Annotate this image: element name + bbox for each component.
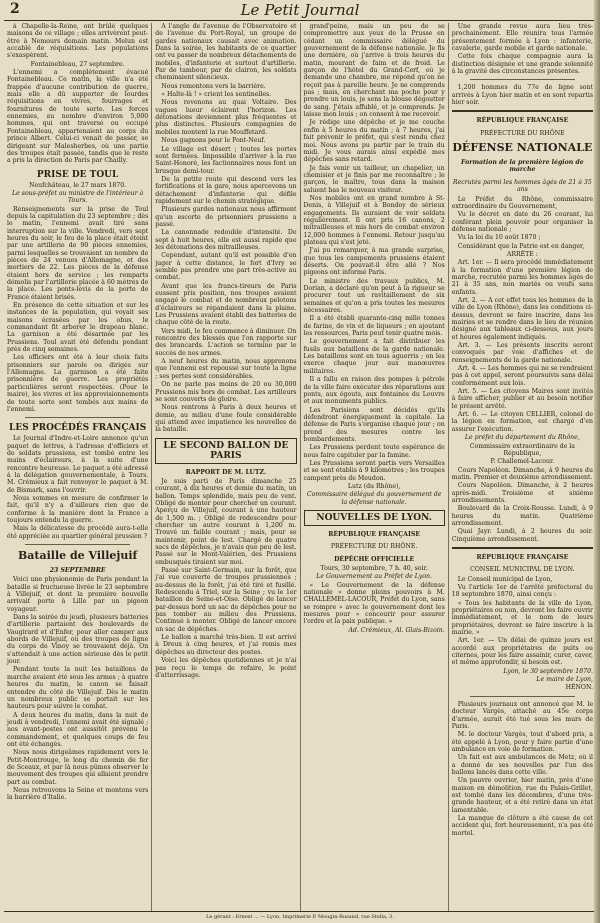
divider xyxy=(470,79,575,80)
paragraph: En présence de cette situation et sur les instances de la population, qui voyait ses maisons écrasées par les obus, le commandant fit arborer le drapeau blanc. La garnison a été désarmée par les Prussiens. Toul avait été défendu pendant près de cinq semaines. xyxy=(7,302,149,354)
paragraph: Art. 5. — Les citoyens Maires sont invités à faire afficher, publier et au besoin notifier le présent arrêté. xyxy=(451,388,593,410)
paragraph: Art. 1er. — Un délai de quinze jours est accordé aux propriétaires de puits ou citernes, pour les faire assainir, curer, caver, et même approfondir, si besoin est. xyxy=(451,637,593,667)
paragraph: Voici une physionomie de Paris pendant la bataille si fructueuse livrée le 23 septembre à Villejuif, et dont la première nouvelle arrivait porte à Lille par un pigeon voyageur. xyxy=(7,576,149,613)
paragraph: Le Conseil municipal de Lyon, xyxy=(457,575,553,583)
paragraph: Une grande revue aura lieu très-prochainement. Elle réunira tous l'armée présentement formée à Lyon : infanterie, cavalerie, garde mobile et garde nationale. xyxy=(451,23,593,53)
arrete-label: ARRÊTE : xyxy=(506,250,538,258)
dateline: Neufchâteau, le 27 mars 1870. xyxy=(29,181,127,189)
paragraph: Cependant, autant qu'il est possible d'en juger à cette distance, le fort d'Ivry se semble pas prendre une part très-active au combat. xyxy=(155,252,297,282)
signature-title: Le maire de Lyon, xyxy=(536,676,593,684)
divider xyxy=(25,544,130,545)
dateline: Lyon, le 30 septembre 1870. xyxy=(503,667,593,675)
subheadline: CONSEIL MUNICIPAL DE LYON. xyxy=(470,566,575,574)
paragraph: Vers midi, le feu commence à diminuer. On rencontre des blessés que l'on rapporte sur des brancards. L'action se termine par le succès de nos armes. xyxy=(155,327,297,357)
paragraph: Art. 2. — A cet effet tous les hommes de la ville de Lyon (Rhône), dans les conditions ci-dessus, devront se faire inscrire, dans les mairies et se rendre dans le lieu de réunion désigné aux tableaux ci-dessous, aux jours et heures également indiqués. xyxy=(451,296,593,341)
paragraph: Cette fois chaque compagnie aura la distinction désignée et une grande solennité à la gravité des circonstances présentes. xyxy=(451,53,593,76)
paragraph: Voici les dépêches quotidiennes et je n'ai pas reçu le temps de refaire, le point d'atterrissage. xyxy=(155,657,297,679)
byline: Le Gouvernement au Préfet de Lyon. xyxy=(316,573,432,581)
paragraph: De la petite route qui descend vers les fortifications et la gare, nous apercevons un détachement d'infanterie qui défile rapidement sur le chemin stratégique. xyxy=(155,175,297,205)
paragraph: Je suis parti de Paris dimanche 25 courant, à dix heures et demie du matin, un ballon. Temps splendide, mais peu de vent. Obligé de monter pour chercher un courant. Aperçu de Villejuif, courant à une hauteur de 1,500 m. ; Obligé de redescendre pour chercher un autre courant à 1,200 m. Trouvé un faible courant ; mais, pour se maintenir, point de lest. Chargé de quatre sacs de dépêches, je n'avais que peu de lest. Passé sur le Mont-Valérien, des Prussiens embusqués tiraient sur moi. xyxy=(155,477,297,566)
paragraph: A l'angle de l'avenue de l'Observatoire et de l'avenue du Port-Royal, un groupe de gardes nationaux causait avec animation. Dans la soirée, les habitants de ce quartier ont vu passer de nombreux détachements de mobiles, d'infanterie et surtout d'artillerie. Par de tambour, par de clairon, les soldats cheminaient silencieux. xyxy=(155,23,297,82)
subheadline: PRÉFECTURE DU RHÔNE xyxy=(480,129,565,137)
paragraph: Les Parisiens sont décidés qu'ils défendront énergiquement la capitale. La défense de Paris s'organise chaque jour ; on prend des mesures contre les bombardements. xyxy=(303,406,445,443)
signature-title: Commissaire extraordinaire de la République, xyxy=(469,442,575,457)
paragraph: Dans la soirée du jeudi, plusieurs batteries d'artillerie partaient des boulevards de Vaugirard et d'Enfer, pour aller camper aux abords de Villejuif, où des troupes de ligne du corps de Vinoy se trouvaient déjà. On s'attendait à une action sérieuse dès le petit jour. xyxy=(7,614,149,666)
paragraph: Le ministre des travaux publics, M. Dorian, a déclaré qu'on peut à la rigueur se procurer tout un ravitaillement de six semaines et qu'on a pris toutes les mesures nécessaires. xyxy=(303,277,445,315)
paragraph: Pendant toute la nuit les bataillons de marche avaient été sous les armes ; à quatre heures du matin, le canon se faisait entendre du côté de Villejuif. Dès le matin un nombreux public se portait sur les hauteurs pour suivre le combat. xyxy=(7,666,149,711)
masthead xyxy=(4,0,596,21)
paragraph: 1,200 hommes du 77e de ligne sont arrivés à Lyon hier matin et en sont repartis hier soir. xyxy=(451,84,593,107)
subheadline: RÉPUBLIQUE FRANÇAISE xyxy=(328,531,421,538)
paragraph: Nous rentrons à Paris à deux heures et demie, au milieu d'une foule considérable qui attend avec impatience les nouvelles de la bataille. xyxy=(155,404,297,434)
paragraph: Nous revenons au quai Voltaire. Des vagues lueur éclairent l'horizon. Les détonations deviennent plus fréquentes et plus distinctes. Plusieurs compagnies de mobiles montent la rue Mouffetard. xyxy=(155,99,297,136)
byline: Le sous-préfet au ministre de l'intérieur à Tours. xyxy=(12,189,144,205)
paragraph: L'ennemi a complètement évacué Fontainebleau. Ce matin, la ville n'a été frappée d'aucune contribution de guerre, mais elle a dû supporter de lourdes réquisitions en vivres, fourrages et fournitures de toute sorte. Les forces ennemies, au nombre d'environ 5,000 hommes, qui ont traversé ou occupé Fontainebleau, appartenaient au corps du prince Albert. Celui-ci venait de passer, se dirigeant sur Malesherbes, où une partie des troupes était passée, tandis que le reste a pris la direction de Paris par Chailly. xyxy=(7,69,149,165)
paragraph: On ne parle pas moins de 20 ou 30,000 Prussiens mis hors de combat. Les artilleurs se sont couverts de gloire. xyxy=(155,381,297,403)
paragraph: Un pauvre ouvrier, hier matin, près d'une maison en démolition, rue du Palais-Grillet, est tombé dans les décombres, d'une très-grande hauteur, et a été retiré dans un état lamentable. xyxy=(451,777,593,814)
paragraph: Les officiers ont été à leur choix faits prisonniers sur parole ou dirigés sur l'Allemagne. La garnison a été faite prisonnière de guerre. Les propriétés particulières seront respectées. (Pour le maire), les vivres et les approvisionnements de toute sorte sont tombés aux mains de l'ennemi. xyxy=(7,354,149,413)
headline-prise-de-toul: PRISE DE TOUL xyxy=(36,169,119,180)
paragraph: Le Préfet du Rhône, commissaire extraordinaire du Gouvernement, xyxy=(451,195,593,210)
paragraph: Le Journal d'Indre-et-Loire annonce qu'un paquet de lettres, à l'adresse d'officiers et de soldats prussiens, est tombé entre les mains d'éclaireurs, à la suite d'une rencontre heureuse. Le paquet a été adressé à la délégation gouvernementale, à Tours. M. Crémieux a fait renvoyer le paquet à M. de Bismark, sans l'ouvrir. xyxy=(7,435,149,494)
paragraph: A deux heures du matin, dans la nuit de jeudi à vendredi, l'ennemi avait été signalé ; nos avant-postes ont aussitôt prévenu le commandement, et quelques coups de feu ont été échangés. xyxy=(7,711,149,748)
headline-villejuif: Bataille de Villejuif xyxy=(17,549,138,562)
signature: Lutz (du Rhône), xyxy=(347,482,401,490)
column-4 xyxy=(448,23,596,911)
paragraph: « Le Gouvernement de la défense nationale » donne pleins pouvoirs à M. CHALLEMEL-LACOUR, Préfet du Lyon, sans se rompre » avec le gouvernement dont les mesures pour » concourir pour assurer l'ordre et la paix publique. » xyxy=(303,581,445,626)
subheadline: Formation de la première légion de marche xyxy=(461,159,584,174)
paragraph: La canonnade redouble d'intensité. De sept à huit heures, elle est aussi rapide que les détonations des mitrailleuses. xyxy=(155,229,297,251)
paragraph: M. le docteur Vargès, tout d'abord pris, a été appelé à Lyon, pour y faire partie d'une ambulance en voie de formation. xyxy=(451,731,593,753)
signature-title: Le préfet du département du Rhône, xyxy=(464,434,580,442)
paragraph: Un fait est aux ambulances de Metz, où il a donné de ses nouvelles par l'un des ballons lancés dans cette ville. xyxy=(451,754,593,776)
paragraph: Les Prussiens seront partis vers Versailles et se sont établis à 9 kilomètres ; les troupes campent près de Meudon. xyxy=(303,459,445,482)
paragraph: J'ai pu remarquer, à ma grande surprise, que tous les campements prussiens étaient déserts. On pouvait-il être allé ? Nos pigeons ont informé Paris. xyxy=(303,247,445,277)
paragraph: Les Prussiens perdent toute espérance de nous faire capituler par la famine. xyxy=(303,444,445,459)
subheadline: Recrutés parmi les hommes âgés de 21 à 35 ans xyxy=(452,178,592,194)
subheadline: PRÉFECTURE DU RHÔNE. xyxy=(330,543,418,551)
headline-defense-nationale: DÉFENSE NATIONALE xyxy=(452,141,593,155)
column-1 xyxy=(4,23,151,911)
headline-republique: RÉPUBLIQUE FRANÇAISE xyxy=(476,117,569,125)
paragraph: Je fais venir un tailleur, un chapelier, un chemisier et je finis par me reconnaître ; le garçon, le maître, tous dans la maison saluent bas le nouveau visiteur. xyxy=(303,164,445,194)
paragraph: Cours Napoléon. Dimanche, à 2 heures après-midi. Troisième et sixième arrondissements. xyxy=(451,482,593,504)
paragraph: Il a été établi quarante-cinq mille tonnes de farine, de vin et de liqueurs ; en ajoutant les ressources, Paris peut tenir quatre mois. xyxy=(303,315,445,338)
paragraph: Nous retrouvons la Seine et montons vers la barrière d'Italie. xyxy=(7,786,149,802)
imprint-footer: Le gérant : Ernest ... — Lyon, Imprimerie P. Mougin-Rusand, rue Stella, 3. xyxy=(4,911,596,923)
paragraph: Nous remontons vers la barrière. xyxy=(161,82,266,90)
paragraph: Avant que les francs-tireurs de Paris eussent pris position, nos troupes avaient engagé le combat et de nombreux pelotons d'éclaireurs se répandaient dans la plaine. Les Prussiens avaient établi des batteries de chaque côté de la route. xyxy=(155,282,297,327)
paragraph: Cours Napoléon. Dimanche, à 9 heures du matin. Premier et deuxième arrondissement. xyxy=(451,466,593,481)
paragraph: Je rédige une dépêche et je me couche enfin à 5 heures du matin ; à 7 heures, j'ai fait prévenir le préfet, qui s'est rendu chez moi. Nous avons pu partir par le train du midi. Je vous aurais ainsi expédié mes dépêches sans retard. xyxy=(303,119,445,164)
paragraph: Quai Jayr. Lundi, à 2 heures du soir. Cinquième arrondissement. xyxy=(451,528,593,543)
page-number: 2 xyxy=(10,1,20,17)
paragraph: Art. 1er. — Il sera procédé immédiatement à la formation d'une première légion de marche, recrutée parmi les hommes âgés de 21 à 35 ans, non mariés ou veufs sans enfants. xyxy=(451,259,593,296)
divider xyxy=(470,696,575,697)
headline-box xyxy=(304,510,445,526)
signature: HÉNON. xyxy=(565,684,593,692)
paragraph: Nous gagnons pour le Pont-Neuf. xyxy=(161,137,266,145)
headline-republique: RÉPUBLIQUE FRANÇAISE xyxy=(476,553,569,561)
signature: Ad. Crémieux, Al. Glais-Bizoin. xyxy=(348,626,445,634)
column-3 xyxy=(300,23,448,911)
dateline: Tours, 30 septembre, 7 h. 40, soir. xyxy=(320,565,428,573)
columns xyxy=(4,23,596,911)
paragraph: Le gouvernement a fait distribuer les fusils aux bataillons de la garde nationale. Les bataillons sont en tous aguerris ; on les exerce chaque jour aux manœuvres militaires. xyxy=(303,338,445,375)
paragraph: Nous sommes en mesure de confirmer le fait, qu'il n'y a d'ailleurs rien que de conforme à la manière dont la France a toujours entendu la guerre. xyxy=(7,494,149,524)
subheadline: 23 SEPTEMBRE xyxy=(49,567,106,574)
column-2 xyxy=(151,23,299,911)
paragraph: La manque de clôture a été cause de cet accident qui, fort heureusement, n'a pas été mortel. xyxy=(451,814,593,837)
paragraph: Art. 3. — Les présents inscrits seront convoqués par voie d'affiches et de renseignements de la garde nationale. xyxy=(451,342,593,364)
paragraph: Il a fallu en raison des pompes à pétrole de la ville faire exécuter des réparations aux ponts, aux égouts, aux fontaines du Louvre et aux monuments publics. xyxy=(303,376,445,406)
paragraph: Vu le décret en date du 26 courant, lui conférant plein pouvoir pour organiser la défense nationale ; xyxy=(451,211,593,233)
paragraph: « Tous les habitants de la ville de Lyon, propriétaires ou non, devront les faire ouvrir immédiatement, et le nom de leurs propriétaires, devront se faire inscrire à la mairie. » xyxy=(451,599,593,637)
dateline: Fontainebleau, 27 septembre. xyxy=(30,60,125,68)
page-binding-edge xyxy=(594,0,600,923)
paragraph: Le village est désert ; toutes les portes sont fermées. Impossible d'arriver à la rue Saint-Honoré, les factionnaires nous font un brusque demi-tour. xyxy=(155,145,297,175)
headline-second-ballon: LE SECOND BALLON DE PARIS xyxy=(163,440,289,461)
paragraph: Vu l'article 1er de l'arrêté préfectoral du 18 septembre 1870, ainsi conçu : xyxy=(451,584,593,599)
paragraph: Mais la délicatesse du procédé aura-t-elle été appréciée au quartier général prussien ? xyxy=(7,525,149,540)
newspaper-title: Le Petit Journal xyxy=(240,1,360,19)
headline-box xyxy=(155,438,296,464)
paragraph: à Chapelle-la-Reine, ont brûlé quelques maisons de ce village ; elles arrivèrent peut-être à Nemours demain matin. Melun est accablé de réquisitions. Les populations s'exaspèrent. xyxy=(7,23,149,60)
divider xyxy=(452,547,593,549)
signature-title: Commissaire délégué du gouvernement de la défense nationale. xyxy=(306,491,442,506)
divider xyxy=(452,110,593,112)
subheadline: RAPPORT DE M. LUTZ. xyxy=(185,468,267,476)
subheadline-depeche: DÉPÊCHE OFFICIELLE xyxy=(334,555,415,563)
paragraph: Le ballon a marché très-bien. Il est arrivé à Dreux à cinq heures, et j'ai remis mes dépêches au directeur des postes. xyxy=(155,634,297,656)
paragraph: Boulevard de la Croix-Rousse. Lundi, à 9 heures du matin. Quatrième arrondissement. xyxy=(451,505,593,527)
headline-nouvelles-lyon: NOUVELLES DE LYON. xyxy=(316,513,432,523)
paragraph: Plusieurs journaux ont annoncé que M. le docteur Vargès, attaché au 45e corps d'armée, aurait été tué sous les murs de Paris. xyxy=(451,700,593,730)
paragraph: « Halte-là ! » crient les sentinelles. xyxy=(161,91,272,99)
paragraph: Passé sur Saint-Germain, sur la forêt, que j'ai vue couverte de troupes prussiennes ; au-dessus de la forêt, j'ai été tiré et fusillé. Redescendu à Triel, sur la Seine ; vu le 1er bataillon de Seine-et-Oise. Obligé de lancer par-dessus bord un sac de dépêches pour ne pas tomber au milieu des Prussiens. Continué à monter. Obligé de lancer encore un sac de dépêches. xyxy=(155,567,297,633)
paragraph: Art. 4. — Les hommes qui ne se rendraient pas à cet appel, seront poursuivis sans délai conformément aux lois. xyxy=(451,365,593,387)
paragraph: Vu la loi du 10 août 1870 ; xyxy=(457,234,541,242)
divider xyxy=(25,417,130,418)
signature: P. Challemel-Lacour. xyxy=(490,458,555,466)
paragraph: Plusieurs gardes nationaux nous affirment qu'un escorte de prisonniers prussiens a passé. xyxy=(155,206,297,228)
paragraph: Art. 6. — Le citoyen CELLIER, colonel de la légion en formation, est chargé d'en assurer l'exécution. xyxy=(451,411,593,433)
paragraph: Renseignements sur la prise de Toul depuis la capitulation du 23 septembre ; dès le matin, l'ennemi avait tiré sans interruption sur la ville. Vendredi, vers sept heures du soir, le feu de la place était éteint par une artillerie de 90 pièces ennemies, parmi lesquelles se trouvaient un nombre de pièces de 24 venues d'Allemagne, et des mortiers de 22. Les pièces de la défense étaient hors de service ; les remparts démolis par l'artillerie placée à 60 mètres de la place. Les ponts-levis de la porte de France étaient brisés. xyxy=(7,205,149,301)
paragraph: A neuf heures du matin, nous apprenons que l'ennemi est repoussé sur toute la ligne ; ses pertes sont considérables. xyxy=(155,358,297,380)
paragraph: Considérant que la Patrie est en danger, xyxy=(457,242,585,250)
paragraph: grand'peine, mais un peu de se compromettre aux yeux de la Prusse en cédant un commissaire délégué du gouvernement de la défense nationale. Je fis une dernière, où j'arrive à trois heures du matin, mourant de faim et de froid. Le garçon de l'hôtel du Grand-Cerf, où je demande une chambre, me répond qu'on ne reçoit pas à pareille heure. Je ne comprends pas ; mais, en cherchant ma poche pour y prendre un louis, je sens la blouse dégoutter de sang. J'étais affublé, et je comprends. Je laisse mon louis ; on consent à me recevoir. xyxy=(303,23,445,119)
paragraph: Nos mobiles ont en grand nombre à St-Denis, à Villejuif et à Bondoy de sérieux engagements. Ils auraient de voir soldats régulièrement. Il ont pris 16 canons, 2 mitrailleuses et mis hors de combat environ 12,000 hommes à l'ennemi. Retour jusqu'au plateau qui s'est jeté. xyxy=(303,194,445,246)
headline-procedes-francais: LES PROCÉDÉS FRANÇAIS xyxy=(9,423,147,434)
paragraph: Nous nous dirigeâmes rapidement vers le Petit-Montrouge, le long du chemin de fer de Sceaux, et par là nous pûmes observer le mouvement des troupes qui allaient prendre part au combat. xyxy=(7,749,149,786)
